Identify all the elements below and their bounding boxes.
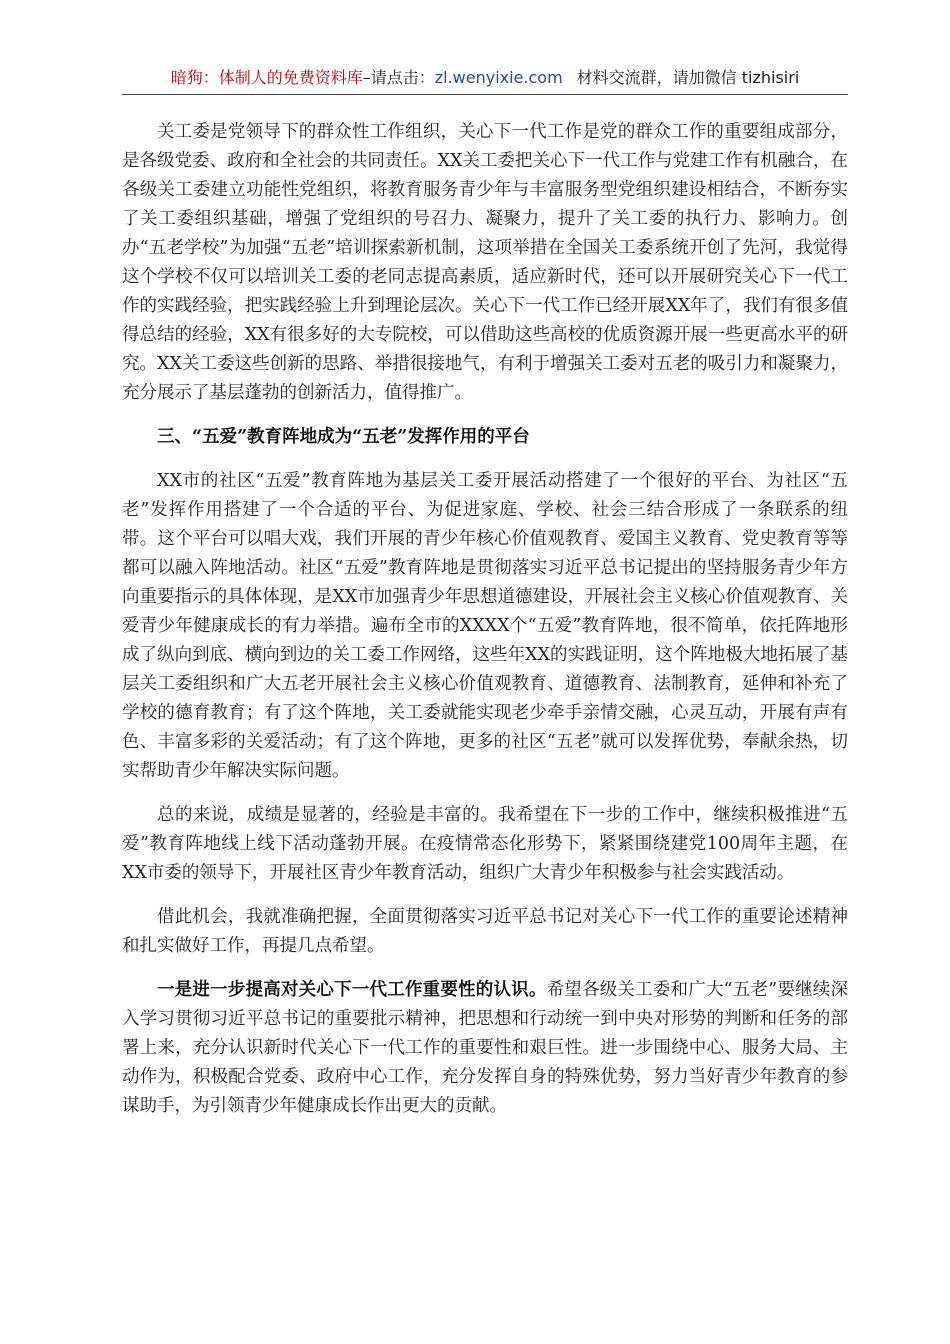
paragraph-wuai-platform: XX市的社区“五爱”教育阵地为基层关工委开展活动搭建了一个很好的平台、为社区“五老”发挥作用搭建了一个合适的平台、为促进家庭、学校、社会三结合形成了一条联系的纽带。这个平台可以唱大戏，我们开展的青少年核心价值观教育、爱国主义教育、党史教育等等都可以融入阵地活动。社区“五爱”教育阵地是贯彻落实习近平总书记提出的坚持服务青少年方向重要指示的具体体现，是XX市加强青少年思想道德建设，开展社会主义核心价值观教育、关爱青少年健康成长的有力举措。遍布全市的XXXX个“五爱”教育阵地，很不简单，依托阵地形成了纵向到底、横向到边的关工委工作网络，这些年XX的实践证明，这个阵地极大地拓展了基层关工委组织和广大五老开展社会主义核心价值观教育、道德教育、法制教育，延伸和补充了学校的德育教育；有了这个阵地，关工委就能实现老少牵手亲情交融，心灵互动，开展有声有色、丰富多彩的关爱活动；有了这个阵地，更多的社区“五老”就可以发挥优势，奉献余热，切实帮助青少年解决实际问题。 xyxy=(122,471,848,781)
paragraph-hopes-intro: 借此机会，我就准确把握，全面贯彻落实习近平总书记对关心下一代工作的重要论述精神和扎实做好工作，再提几点希望。 xyxy=(122,907,848,956)
paragraph-party-building: 关工委是党领导下的群众性工作组织，关心下一代工作是党的群众工作的重要组成部分，是各级党委、政府和全社会的共同责任。XX关工委把关心下一代工作与党建工作有机融合，在各级关工委建立功能性党组织，将教育服务青少年与丰富服务型党组织建设相结合，不断夯实了关工委组织基础，增强了党组织的号召力、凝聚力，提升了关工委的执行力、影响力。创办“五老学校”为加强“五老”培训探索新机制，这项举措在全国关工委系统开创了先河，我觉得这个学校不仅可以培训关工委的老同志提高素质，适应新时代，还可以开展研究关心下一代工作的实践经验，把实践经验上升到理论层次。关心下一代工作已经开展XX年了，我们有很多值得总结的经验，XX有很多好的大专院校，可以借助这些高校的优质资源开展一些更高水平的研究。XX关工委这些创新的思路、举措很接地气，有利于增强关工委对五老的吸引力和凝聚力，充分展示了基层蓬勃的创新活力，值得推广。 xyxy=(122,122,848,403)
page-header xyxy=(122,66,848,95)
hope-one-lead: 一是进一步提高对关心下一代工作重要性的认识。 xyxy=(157,980,547,1000)
header-contact: 材料交流群，请加微信 tizhisiri xyxy=(576,68,800,87)
document-body xyxy=(122,118,848,1136)
header-cta: –请点击： xyxy=(362,68,435,87)
paragraph-hope-one xyxy=(122,976,848,1121)
paragraph-summary: 总的来说，成绩是显著的，经验是丰富的。我希望在下一步的工作中，继续积极推进“五爱”教育阵地线上线下活动蓬勃开展。在疫情常态化形势下，紧紧围绕建党100周年主题，在XX市委的领导下，开展社区青少年教育活动，组织广大青少年积极参与社会实践活动。 xyxy=(122,805,848,883)
section-heading-three: 三、“五爱”教育阵地成为“五老”发挥作用的平台 xyxy=(157,427,530,447)
header-url-link[interactable]: zl.wenyixie.com xyxy=(434,68,563,87)
hope-one-text: 希望各级关工委和广大“五老”要继续深入学习贯彻习近平总书记的重要批示精神，把思想和行动统一到中央对形势的判断和任务的部署上来，充分认识新时代关心下一代工作的重要性和艰巨性。进一步围绕中心、服务大局、主动作为，积极配合党委、政府中心工作，充分发挥自身的特殊优势，努力当好青少年教育的参谋助手，为引领青少年健康成长作出更大的贡献。 xyxy=(122,980,848,1116)
header-brand: 暗狗：体制人的免费资料库 xyxy=(170,68,363,87)
